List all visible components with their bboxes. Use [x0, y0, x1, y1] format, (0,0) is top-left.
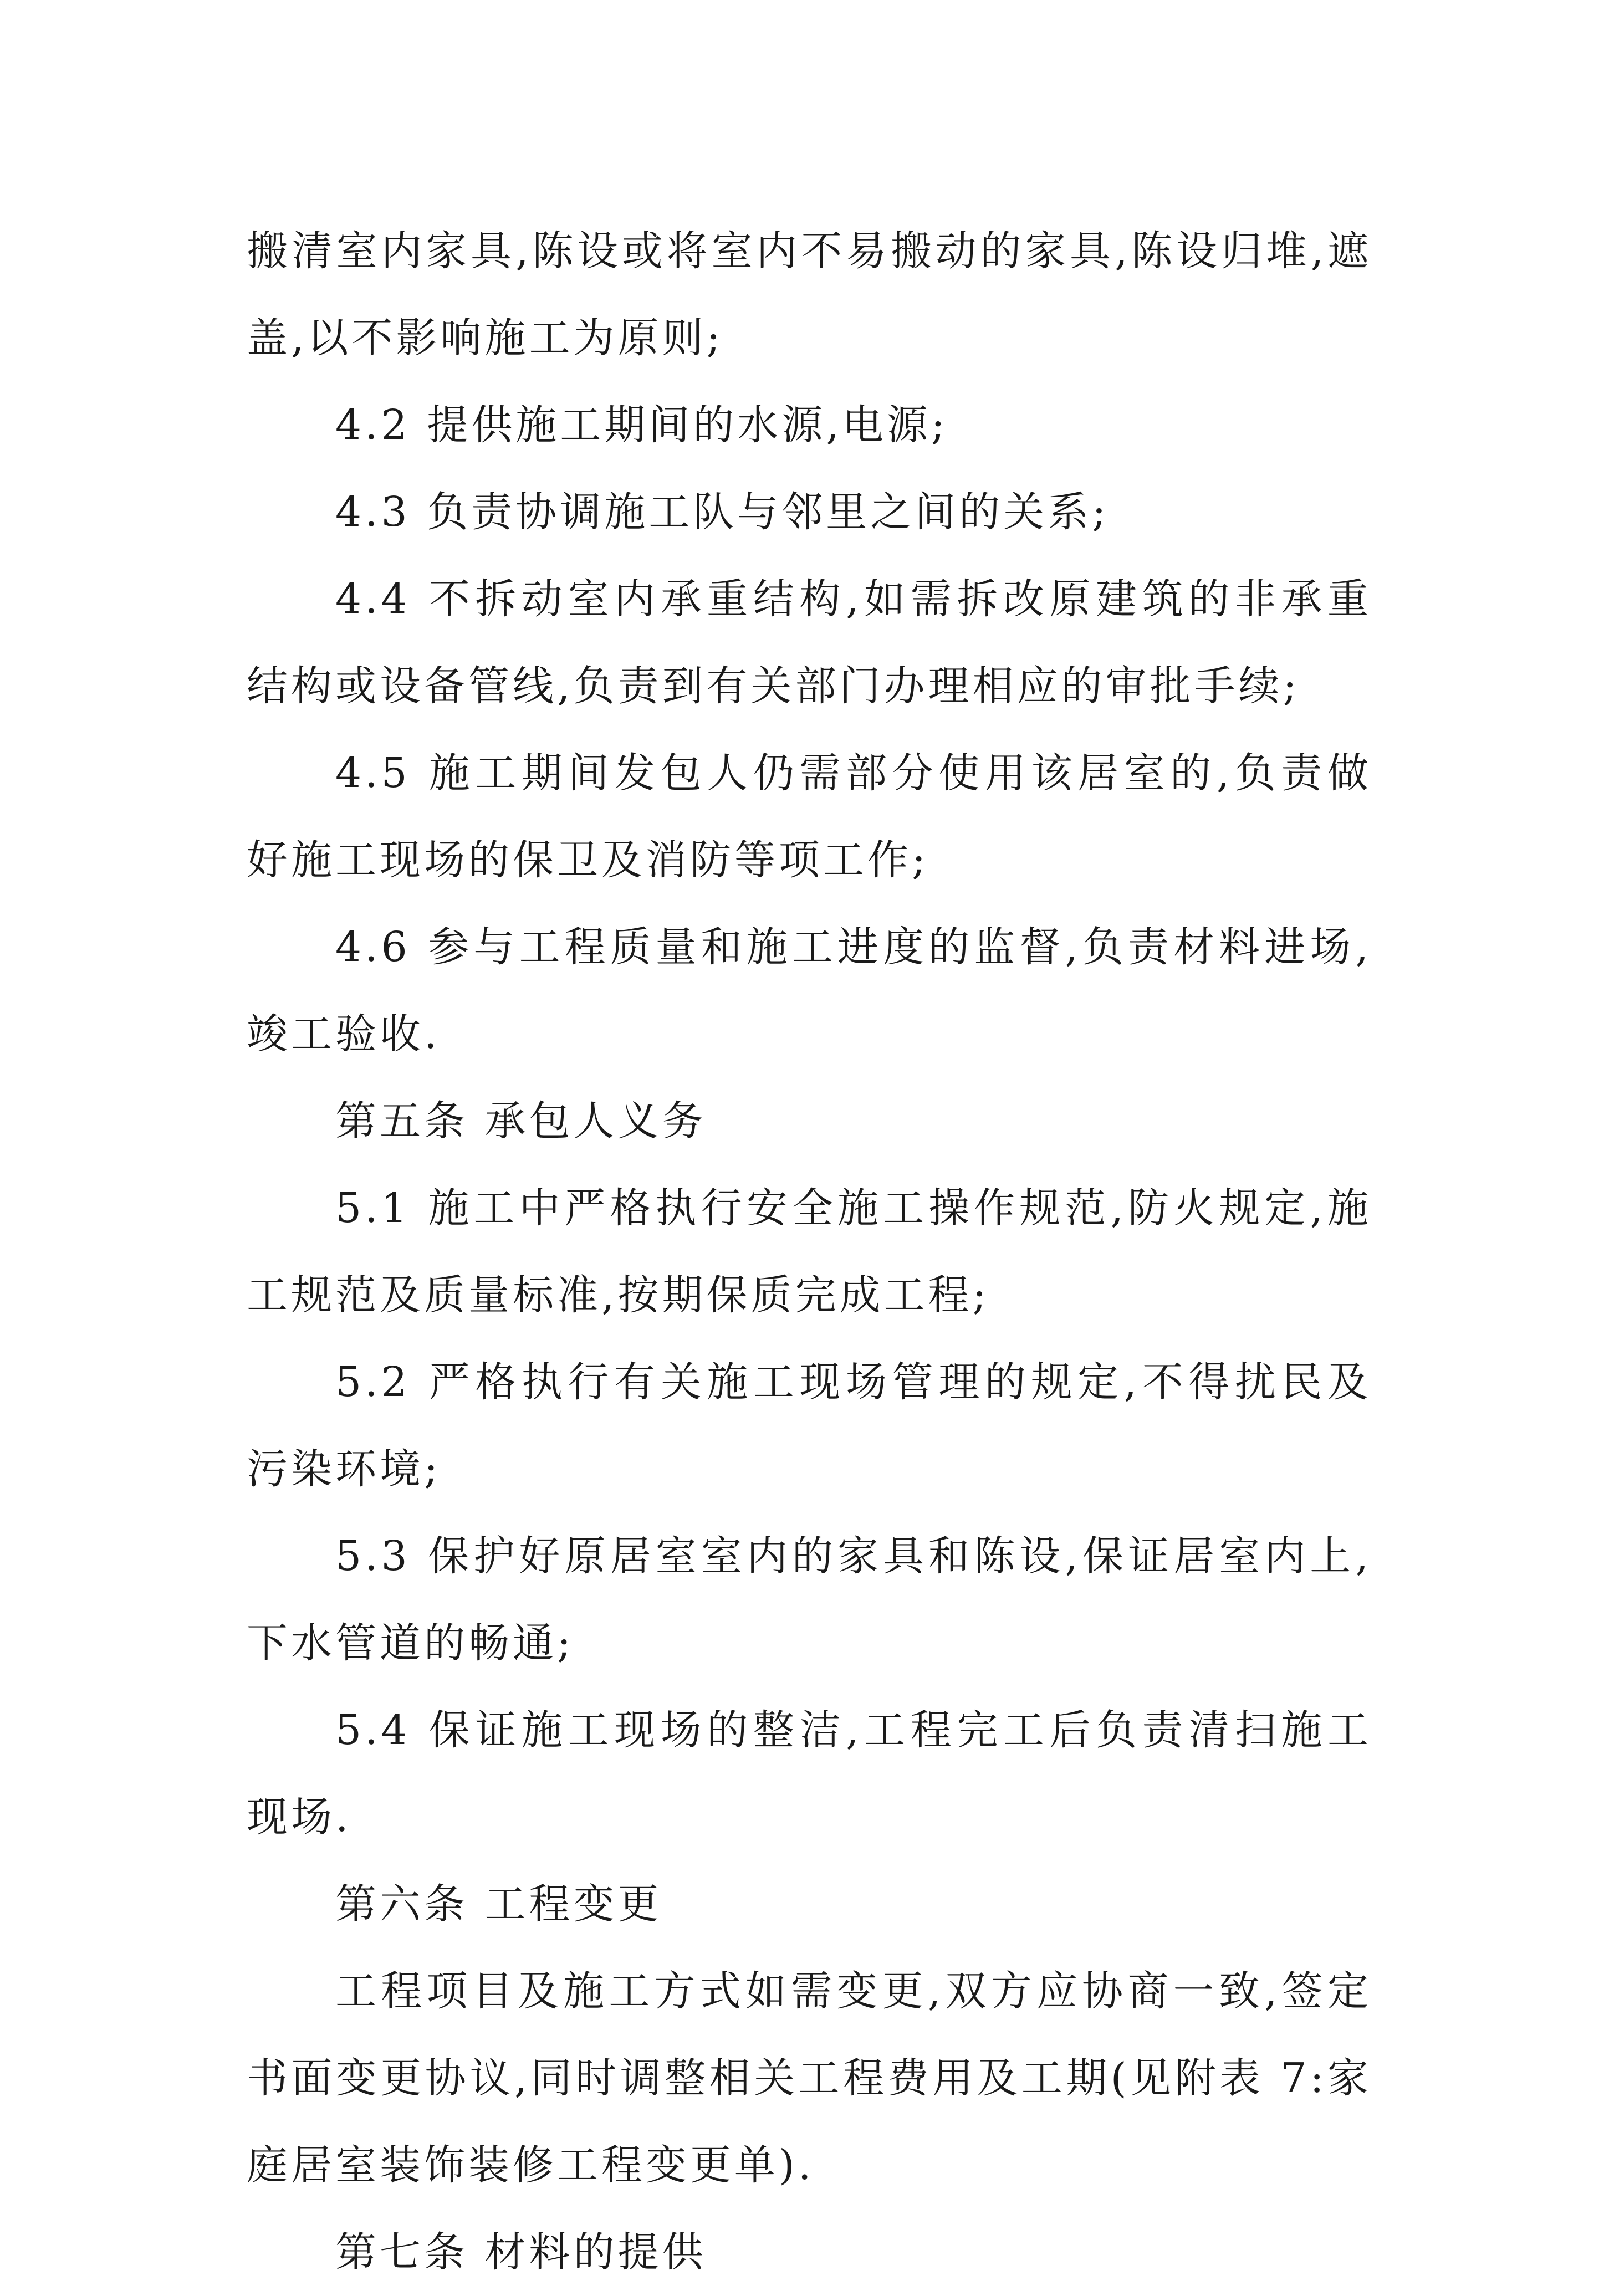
clause-5-1: 5.1 施工中严格执行安全施工操作规范,防火规定,施工规范及质量标准,按期保质完成工程; — [247, 1184, 1372, 1319]
clause-5-3: 5.3 保护好原居室室内的家具和陈设,保证居室内上,下水管道的畅通; — [247, 1532, 1372, 1667]
clause-5-2: 5.2 严格执行有关施工现场管理的规定,不得扰民及污染环境; — [247, 1358, 1372, 1493]
clause-4-6: 4.6 参与工程质量和施工进度的监督,负责材料进场,竣工验收. — [247, 923, 1372, 1058]
clause-4-2: 4.2 提供施工期间的水源,电源; — [335, 401, 948, 449]
clause-5-4: 5.4 保证施工现场的整洁,工程完工后负责清扫施工现场. — [247, 1706, 1372, 1841]
clause-4-5: 4.5 施工期间发包人仍需部分使用该居室的,负责做好施工现场的保卫及消防等项工作; — [247, 749, 1372, 884]
article-6-body: 工程项目及施工方式如需变更,双方应协商一致,签定书面变更协议,同时调整相关工程费用及工期(见附表 7:家庭居室装饰装修工程变更单). — [247, 1967, 1372, 2189]
document-body — [247, 208, 1372, 2296]
clause-4-3: 4.3 负责协调施工队与邻里之间的关系; — [335, 488, 1110, 536]
paragraph-continued: 搬清室内家具,陈设或将室内不易搬动的家具,陈设归堆,遮盖,以不影响施工为原则; — [247, 227, 1372, 362]
article-7-heading: 第七条 材料的提供 — [335, 2228, 707, 2276]
article-5-heading: 第五条 承包人义务 — [335, 1097, 707, 1145]
article-6-heading: 第六条 工程变更 — [335, 1880, 662, 1928]
clause-4-4: 4.4 不拆动室内承重结构,如需拆改原建筑的非承重结构或设备管线,负责到有关部门办理相应的审批手续; — [247, 575, 1372, 710]
